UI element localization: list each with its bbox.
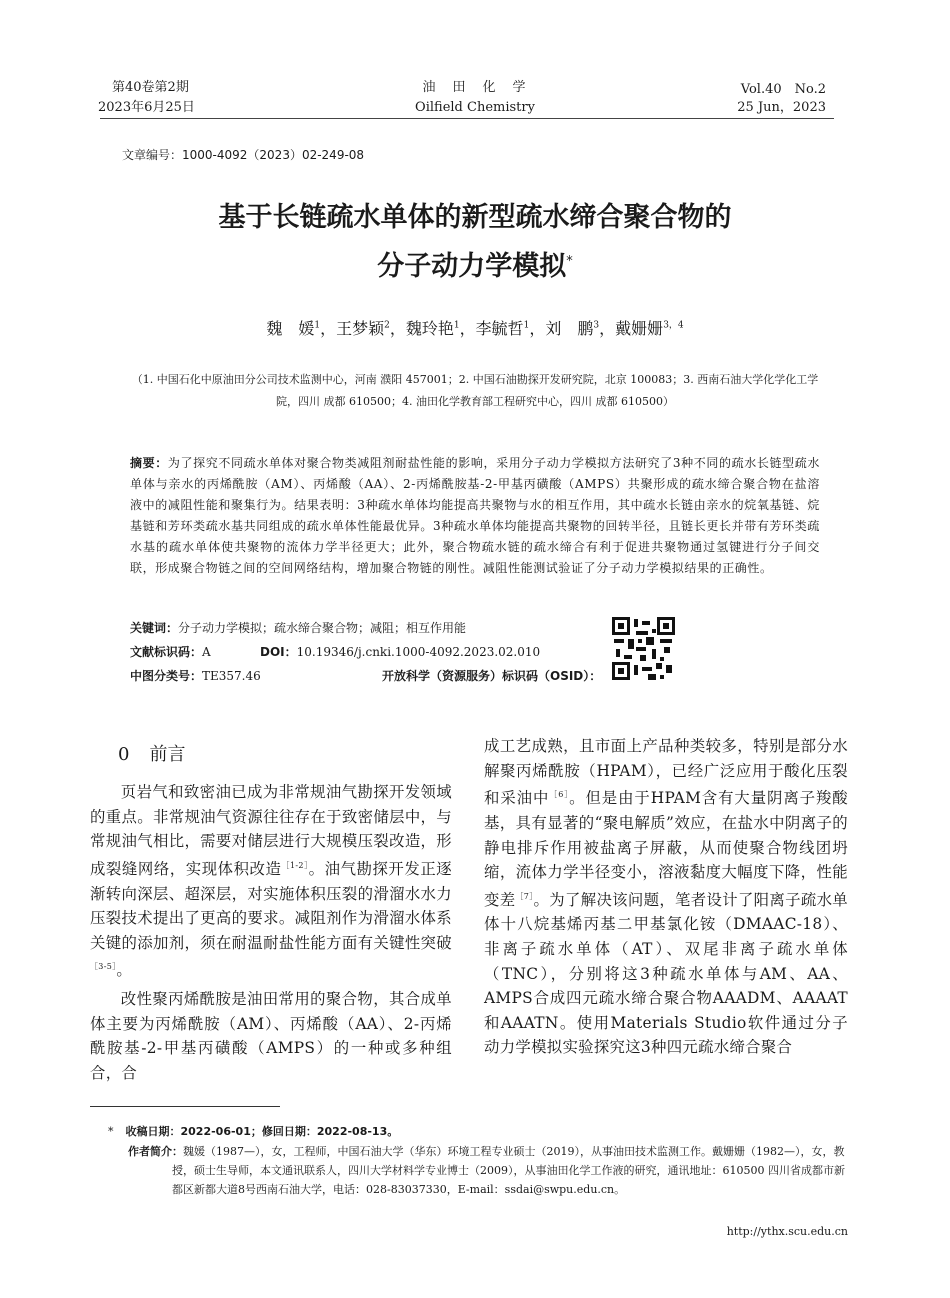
journal-date-en: 25 Jun，2023 (737, 100, 826, 115)
title-line-2 (0, 240, 950, 289)
clc-value: TE357.46 (202, 669, 261, 683)
author-5: 刘 鹏$^3$， (545, 319, 616, 339)
author-1: 魏 媛$^1$， (266, 319, 337, 339)
footnote-rule (90, 1106, 280, 1107)
abstract (130, 453, 820, 579)
footnote-mark: * (108, 1125, 114, 1138)
paragraph: 页岩气和致密油已成为非常规油气勘探开发领域的重点。非常规油气资源往往存在于致密储层中，与常规油气相比，需要对储层进行大规模压裂改造，形成裂缝网络，实现体积改造$^{[1-2]}$。油气勘探开发正逐渐转向深层、超深层，对实施体积压裂的滑溜水水力压裂技术提出了更高的要求。减阻剂作为滑溜水体系关键的添加剂，须在耐温耐盐性能方面有关键性突破$^{[3-5]}$。 (90, 783, 452, 980)
journal-name-en: Oilfield Chemistry (415, 100, 535, 115)
author-bio-note (128, 1142, 850, 1199)
author-list (0, 314, 950, 341)
received-date-note (108, 1122, 398, 1141)
author-3: 魏玲艳$^1$， (405, 319, 476, 339)
header-rule (100, 118, 834, 119)
paragraph: 改性聚丙烯酰胺是油田常用的聚合物，其合成单体主要为丙烯酰胺（AM）、丙烯酸（AA）、2-丙烯酰胺基-2-甲基丙磺酸（AMPS）的一种或多种组合，合 (90, 990, 452, 1082)
affiliation-line-1: （1. 中国石化中原油田分公司技术监测中心，河南 濮阳 457001；2. 中国石油勘探开发研究院，北京 100083；3. 西南石油大学化学化工学 (131, 373, 819, 386)
title-line-1: 基于长链疏水单体的新型疏水缔合聚合物的 (218, 202, 732, 233)
document-code (130, 642, 211, 662)
article-number: 文章编号：1000-4092（2023）02-249-08 (122, 148, 365, 162)
journal-date-cn: 2023年6月25日 (98, 100, 195, 115)
author-2: 王梦颖$^2$， (336, 319, 406, 339)
affiliation-line-2: 院，四川 成都 610500；4. 油田化学教育部工程研究中心，四川 成都 610500） (276, 395, 674, 408)
author-4: 李毓哲$^1$， (475, 319, 546, 339)
journal-name-cn: 油 田 化 学 (422, 80, 528, 95)
osid-label: 开放科学（资源服务）标识码（OSID）： (382, 669, 602, 683)
author-bio-text: 魏媛（1987—），女，工程师，中国石油大学（华东）环境工程专业硕士（2019），从事油田技术监测工作。戴姗姗（1982—），女，教授，硕士生导师，本文通讯联系人，四川大学材料学专业博士（2009），从事油田化学工作液的研究，通讯地址：610500 四川省成都市新都区新都大道8号西南石油大学，电话：028-83037330，E-mail：ssdai@swpu.edu.cn。 (172, 1145, 845, 1196)
document-code-value: A (202, 645, 211, 659)
osid-qr-code[interactable] (612, 617, 675, 680)
doi-label: DOI： (260, 645, 297, 659)
paragraph: 成工艺成熟，且市面上产品种类较多，特别是部分水解聚丙烯酰胺（HPAM），已经广泛应用于酸化压裂和采油中$^{[6]}$。但是由于HPAM含有大量阴离子羧酸基，具有显著的“聚电解质”效应，在盐水中阴离子的静电排斥作用被盐离子屏蔽，从而使聚合物线团坍缩，流体力学半径变小，溶液黏度大幅度下降，性能变差$^{[7]}$。为了解决该问题，笔者设计了阳离子疏水单体十八烷基烯丙基二甲基氯化铵（DMAAC-18）、非离子疏水单体（AT）、双尾非离子疏水单体（TNC），分别将这3种疏水单体与AM、AA、AMPS合成四元疏水缔合聚合物AAADM、AAAAT和AAATN。使用Materials Studio软件通过分子动力学模拟实验探究这3种四元疏水缔合聚合 (484, 737, 848, 1057)
doi (260, 642, 540, 662)
journal-volume-en: Vol.40 No.2 (740, 82, 826, 97)
section-number: 0 (118, 744, 130, 765)
clc-label: 中图分类号： (130, 669, 203, 683)
doi-value: 10.19346/j.cnki.1000-4092.2023.02.010 (296, 645, 541, 659)
received-date-text: 收稿日期：2022-06-01；修回日期：2022-08-13。 (125, 1125, 399, 1138)
author-bio-label: 作者简介： (128, 1145, 183, 1158)
journal-volume-cn: 第40卷第2期 (112, 80, 189, 95)
title-footnote-mark: * (566, 254, 573, 269)
abstract-label: 摘要： (130, 456, 168, 470)
title-line-2-text: 分子动力学模拟 (377, 251, 567, 282)
section-title: 前言 (149, 744, 186, 765)
section-heading (118, 742, 185, 768)
author-6: 戴姗姗$^{3,4}$ (615, 319, 684, 339)
clc-number (130, 666, 261, 686)
document-code-label: 文献标识码： (130, 645, 203, 659)
keywords (130, 618, 466, 638)
body-right-column (484, 734, 848, 1060)
abstract-text: 为了探究不同疏水单体对聚合物类减阻剂耐盐性能的影响，采用分子动力学模拟方法研究了3种不同的疏水长链型疏水单体与亲水的丙烯酰胺（AM）、丙烯酸（AA）、2-丙烯酰胺基-2-甲基丙磺酸（AMPS）共聚形成的疏水缔合聚合物在盐溶液中的减阻性能和聚集行为。结果表明：3种疏水单体均能提高共聚物与水的相互作用，其中疏水长链由亲水的烷氧基链、烷基链和芳环类疏水基共同组成的疏水单体性能最优异。3种疏水单体均能提高共聚物的回转半径，且链长更长并带有芳环类疏水基的疏水单体使共聚物的流体力学半径更大；此外，聚合物疏水链的疏水缔合有利于促进共聚物通过氢键进行分子间交联，形成聚合物链之间的空间网络结构，增加聚合物链的刚性。减阻性能测试验证了分子动力学模拟结果的正确性。 (130, 456, 820, 575)
journal-url[interactable]: http://ythx.scu.edu.cn (726, 1225, 848, 1238)
keywords-text: 分子动力学模拟；疏水缔合聚合物；减阻；相互作用能 (178, 621, 467, 635)
body-left-column (90, 780, 452, 1085)
keywords-label: 关键词： (130, 621, 179, 635)
